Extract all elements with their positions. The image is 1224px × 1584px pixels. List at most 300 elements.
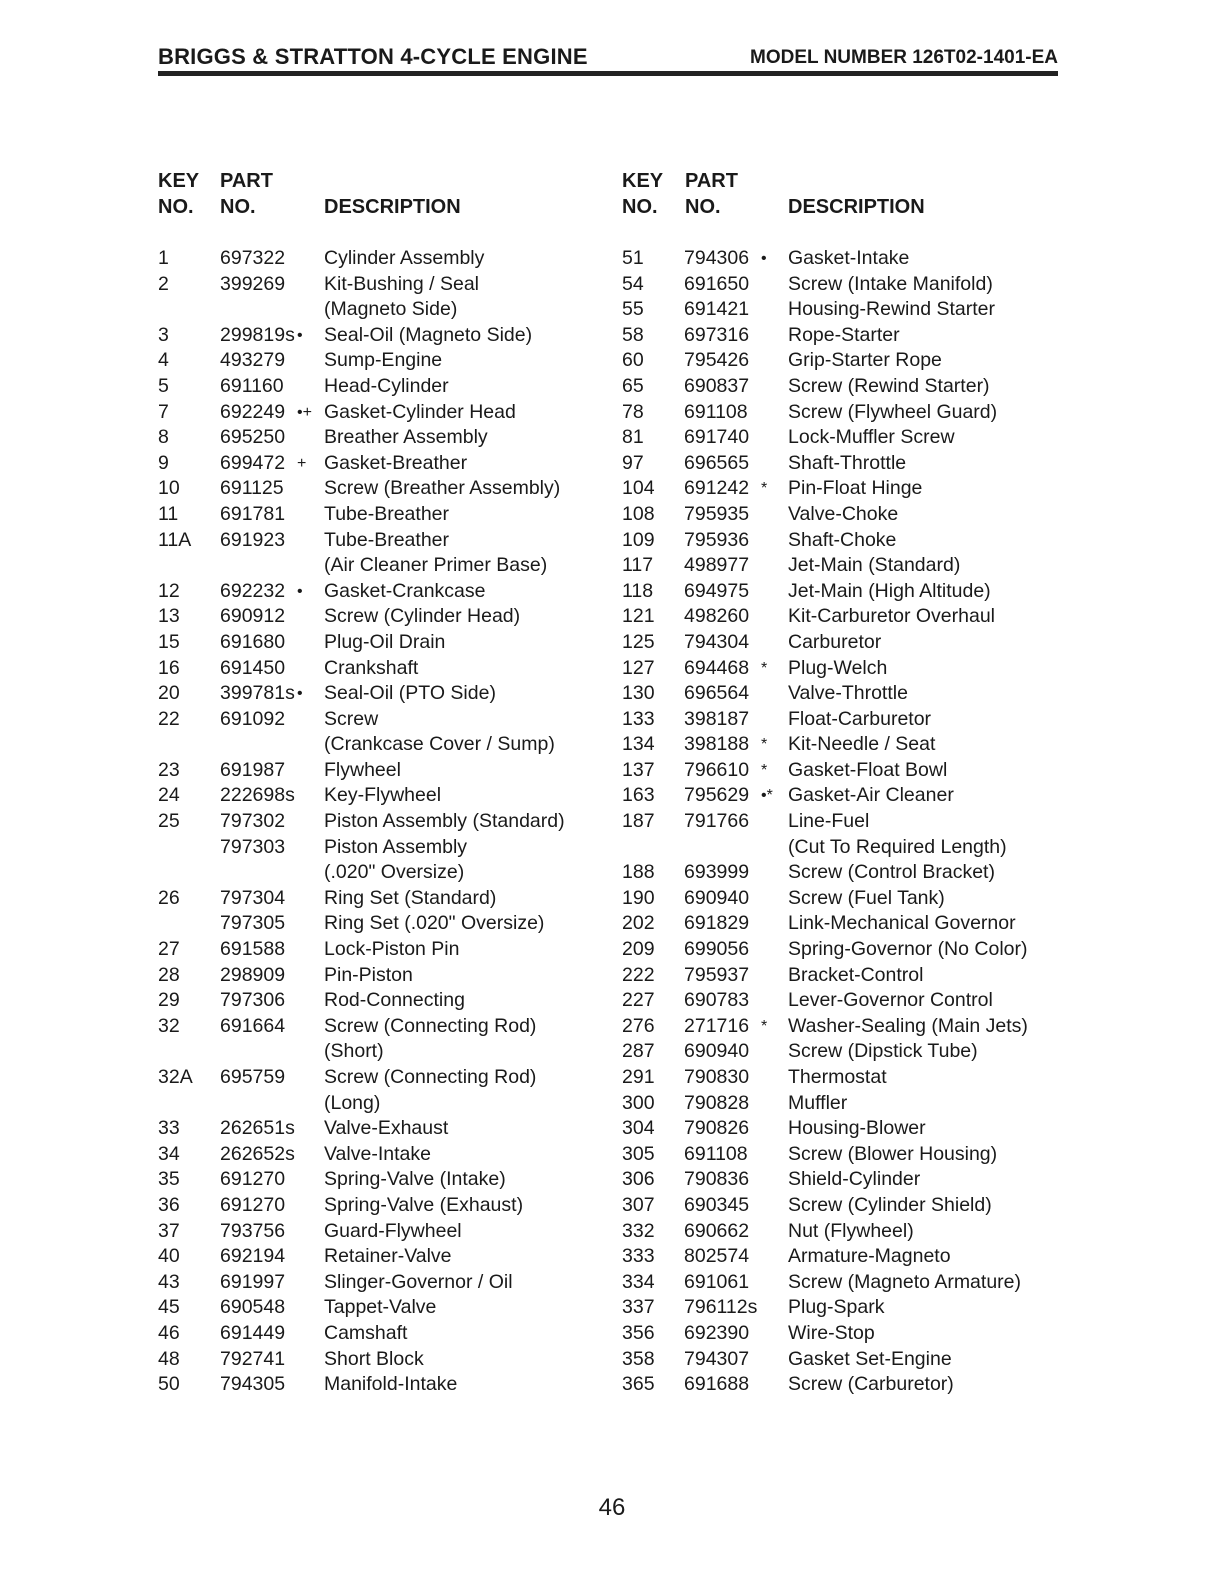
part-number: 794307 xyxy=(684,1347,750,1370)
part-description: Spring-Governor (No Color) xyxy=(788,938,1028,961)
key-number: 11 xyxy=(158,502,179,525)
part-number: 691449 xyxy=(220,1321,286,1344)
part-number: 498260 xyxy=(684,605,750,628)
part-row xyxy=(622,681,1062,707)
part-number: 694468 xyxy=(684,656,750,679)
part-description: Shield-Cylinder xyxy=(788,1168,921,1191)
part-description: Screw (Breather Assembly) xyxy=(324,477,561,500)
part-description: Valve-Throttle xyxy=(788,682,908,705)
part-number: 691688 xyxy=(684,1373,750,1396)
part-number: 696564 xyxy=(684,682,750,705)
part-description: Head-Cylinder xyxy=(324,374,449,397)
part-description: Tappet-Valve xyxy=(324,1296,437,1319)
part-row xyxy=(622,1219,1062,1245)
part-number: 695250 xyxy=(220,426,286,449)
part-mark: * xyxy=(761,761,768,779)
part-number: 691242 xyxy=(684,477,750,500)
part-number: 691450 xyxy=(220,656,286,679)
part-description: Slinger-Governor / Oil xyxy=(324,1270,513,1293)
description-header: DESCRIPTION xyxy=(788,196,925,218)
part-row xyxy=(622,1065,1062,1091)
part-description: Kit-Bushing / Seal xyxy=(324,272,480,295)
key-number: 24 xyxy=(158,784,180,807)
part-description: Thermostat xyxy=(788,1066,887,1088)
part-number: 697322 xyxy=(220,247,286,269)
part-number: 398187 xyxy=(684,707,750,730)
part-row xyxy=(622,348,1062,374)
part-row xyxy=(622,1270,1062,1296)
part-description: Valve-Choke xyxy=(788,502,899,525)
part-description: Screw (Flywheel Guard) xyxy=(788,400,998,423)
part-description: Carburetor xyxy=(788,630,882,653)
key-number: 45 xyxy=(158,1296,180,1319)
part-row xyxy=(158,604,608,630)
part-description: Nut (Flywheel) xyxy=(788,1219,914,1242)
part-description: Bracket-Control xyxy=(788,963,924,986)
part-header-line1: PART xyxy=(220,170,273,192)
part-description: Manifold-Intake xyxy=(324,1373,458,1396)
key-header-line1: KEY xyxy=(158,170,200,192)
key-number: 117 xyxy=(622,554,654,577)
part-number: 691588 xyxy=(220,938,286,961)
key-number: 130 xyxy=(622,682,655,705)
part-row xyxy=(158,323,608,349)
part-description: Tube-Breather xyxy=(324,502,450,525)
part-row xyxy=(622,579,1062,605)
part-number: 690837 xyxy=(684,374,750,397)
part-row xyxy=(622,1039,1062,1065)
part-number: 796610 xyxy=(684,758,750,781)
part-description: Screw (Connecting Rod) xyxy=(324,1014,537,1037)
part-number: 797302 xyxy=(220,810,286,833)
part-row xyxy=(622,272,1062,298)
part-description: Jet-Main (High Altitude) xyxy=(788,579,991,602)
part-number: 690662 xyxy=(684,1219,750,1242)
part-mark: • xyxy=(297,685,303,703)
part-row xyxy=(622,758,1062,784)
part-number: 691160 xyxy=(220,374,284,397)
key-number: 133 xyxy=(622,707,655,730)
part-number: 795629 xyxy=(684,784,750,807)
key-number: 20 xyxy=(158,682,180,705)
page-header xyxy=(158,44,1058,78)
part-number: 794305 xyxy=(220,1373,286,1396)
part-description: Seal-Oil (PTO Side) xyxy=(324,682,496,705)
part-number: 790828 xyxy=(684,1091,750,1114)
part-row xyxy=(622,1244,1062,1270)
part-row xyxy=(158,1091,608,1117)
part-number: 790826 xyxy=(684,1117,750,1140)
part-description: Shaft-Choke xyxy=(788,528,897,551)
key-number: 304 xyxy=(622,1117,655,1140)
part-description: Valve-Exhaust xyxy=(324,1117,449,1140)
part-number: 692249 xyxy=(220,400,286,423)
part-row xyxy=(622,1116,1062,1142)
part-number: 792741 xyxy=(220,1347,286,1370)
key-number: 11A xyxy=(158,528,192,551)
key-number: 15 xyxy=(158,630,180,653)
part-row xyxy=(622,323,1062,349)
part-number: 298909 xyxy=(220,963,286,986)
part-description: Spring-Valve (Exhaust) xyxy=(324,1193,524,1216)
part-row xyxy=(158,1295,608,1321)
part-row xyxy=(158,348,608,374)
part-number: 691923 xyxy=(220,528,286,551)
key-number: 307 xyxy=(622,1193,655,1216)
key-number: 300 xyxy=(622,1091,655,1114)
model-number: MODEL NUMBER 126T02-1401-EA xyxy=(750,47,1058,68)
part-number: 691740 xyxy=(684,426,750,449)
part-description: Camshaft xyxy=(324,1321,408,1344)
parts-list-right xyxy=(622,246,1062,1398)
part-number: 691680 xyxy=(220,630,286,653)
part-row xyxy=(158,681,608,707)
part-number: 795935 xyxy=(684,502,750,525)
part-number: 697316 xyxy=(684,323,750,346)
part-mark: • xyxy=(297,326,303,344)
part-description: Screw (Cylinder Shield) xyxy=(788,1193,992,1216)
key-number: 43 xyxy=(158,1270,180,1293)
part-description: Muffler xyxy=(788,1091,848,1114)
part-row xyxy=(158,707,608,733)
key-number: 7 xyxy=(158,400,169,423)
key-number: 202 xyxy=(622,912,655,935)
part-number: 690940 xyxy=(684,886,750,909)
part-row xyxy=(622,604,1062,630)
part-number: 693999 xyxy=(684,861,750,884)
part-description: Lever-Governor Control xyxy=(788,989,993,1012)
part-row xyxy=(622,451,1062,477)
part-row xyxy=(158,911,608,937)
part-row xyxy=(158,886,608,912)
part-number: 690940 xyxy=(684,1040,750,1063)
key-number: 50 xyxy=(158,1373,180,1396)
part-description: Spring-Valve (Intake) xyxy=(324,1168,506,1191)
part-description: Gasket-Breather xyxy=(324,451,468,474)
part-row xyxy=(622,246,1062,272)
part-description: Breather Assembly xyxy=(324,426,488,449)
key-number: 333 xyxy=(622,1245,655,1268)
part-number: 690783 xyxy=(684,989,750,1012)
key-number: 305 xyxy=(622,1142,655,1165)
part-mark: * xyxy=(761,659,768,677)
part-description: Retainer-Valve xyxy=(324,1245,452,1268)
part-description: (Crankcase Cover / Sump) xyxy=(324,733,555,756)
part-number: 691987 xyxy=(220,758,286,781)
part-row xyxy=(622,937,1062,963)
part-description: Line-Fuel xyxy=(788,810,870,833)
part-description: (Cut To Required Length) xyxy=(788,835,1007,858)
key-number: 32A xyxy=(158,1066,193,1088)
description-header: DESCRIPTION xyxy=(324,196,461,218)
part-number: 796112s xyxy=(684,1296,758,1319)
part-row xyxy=(622,502,1062,528)
part-mark: * xyxy=(761,480,768,498)
part-description: Screw (Intake Manifold) xyxy=(788,272,993,295)
key-number: 26 xyxy=(158,886,180,909)
key-number: 104 xyxy=(622,477,655,500)
part-description: Link-Mechanical Governor xyxy=(788,912,1016,935)
part-row xyxy=(622,1347,1062,1373)
part-number: 271716 xyxy=(684,1014,750,1037)
part-description: Pin-Piston xyxy=(324,963,413,986)
key-header-line2: NO. xyxy=(158,196,194,218)
part-description: Seal-Oil (Magneto Side) xyxy=(324,323,533,346)
part-row xyxy=(158,553,608,579)
part-description: Screw (Dipstick Tube) xyxy=(788,1040,978,1063)
part-row xyxy=(158,1321,608,1347)
part-row xyxy=(158,1270,608,1296)
part-number: 398188 xyxy=(684,733,750,756)
key-number: 29 xyxy=(158,989,180,1012)
part-description: Gasket-Float Bowl xyxy=(788,758,948,781)
part-description: Piston Assembly xyxy=(324,835,468,858)
part-description: Guard-Flywheel xyxy=(324,1219,462,1242)
key-number: 10 xyxy=(158,477,180,500)
part-row xyxy=(622,1091,1062,1117)
key-number: 209 xyxy=(622,938,655,961)
part-description: Short Block xyxy=(324,1347,424,1370)
part-number: 222698s xyxy=(220,784,295,807)
part-number: 691108 xyxy=(684,1142,748,1165)
part-description: Gasket-Intake xyxy=(788,247,910,269)
part-description: (Air Cleaner Primer Base) xyxy=(324,554,548,577)
key-number: 337 xyxy=(622,1296,655,1319)
part-row xyxy=(622,374,1062,400)
part-description: Screw xyxy=(324,707,379,730)
part-row xyxy=(158,809,608,835)
part-row xyxy=(622,656,1062,682)
part-number: 797305 xyxy=(220,912,286,935)
key-number: 32 xyxy=(158,1014,180,1037)
part-number: 797303 xyxy=(220,835,286,858)
part-row xyxy=(158,937,608,963)
key-number: 51 xyxy=(622,247,644,269)
key-number: 36 xyxy=(158,1193,180,1216)
key-number: 58 xyxy=(622,323,644,346)
part-mark: * xyxy=(761,736,768,754)
part-number: 691061 xyxy=(684,1270,750,1293)
part-description: Kit-Carburetor Overhaul xyxy=(788,605,995,628)
key-number: 222 xyxy=(622,963,655,986)
part-mark: + xyxy=(297,454,307,472)
part-number: 692194 xyxy=(220,1245,286,1268)
parts-column-left xyxy=(158,168,608,1396)
key-number: 22 xyxy=(158,707,180,730)
part-description: Ring Set (.020" Oversize) xyxy=(324,912,545,935)
part-row xyxy=(158,425,608,451)
part-row xyxy=(622,476,1062,502)
part-description: Wire-Stop xyxy=(788,1321,875,1344)
column-header-left xyxy=(158,168,608,232)
key-number: 35 xyxy=(158,1168,180,1191)
part-number: 791766 xyxy=(684,810,750,833)
part-row xyxy=(158,835,608,861)
part-description: (Long) xyxy=(324,1091,381,1114)
part-row xyxy=(158,758,608,784)
part-row xyxy=(622,911,1062,937)
part-row xyxy=(158,860,608,886)
part-row xyxy=(158,528,608,554)
part-description: Key-Flywheel xyxy=(324,784,442,807)
part-description: Shaft-Throttle xyxy=(788,451,907,474)
part-description: Screw (Control Bracket) xyxy=(788,861,995,884)
key-number: 125 xyxy=(622,630,655,653)
part-description: Cylinder Assembly xyxy=(324,247,485,269)
part-number: 797306 xyxy=(220,989,286,1012)
part-row xyxy=(622,860,1062,886)
part-number: 691125 xyxy=(220,477,284,500)
part-row xyxy=(158,1039,608,1065)
part-row xyxy=(622,297,1062,323)
part-row xyxy=(158,656,608,682)
part-description: Float-Carburetor xyxy=(788,707,932,730)
part-mark: • xyxy=(297,582,303,600)
key-number: 13 xyxy=(158,605,180,628)
key-number: 109 xyxy=(622,528,655,551)
part-row xyxy=(158,732,608,758)
part-number: 793756 xyxy=(220,1219,286,1242)
key-number: 2 xyxy=(158,272,169,295)
part-description: Plug-Oil Drain xyxy=(324,630,446,653)
key-number: 9 xyxy=(158,451,169,474)
part-row xyxy=(622,886,1062,912)
part-row xyxy=(622,1167,1062,1193)
part-description: Screw (Connecting Rod) xyxy=(324,1066,537,1088)
part-row xyxy=(622,553,1062,579)
key-number: 188 xyxy=(622,861,655,884)
part-description: Pin-Float Hinge xyxy=(788,477,923,500)
key-number: 121 xyxy=(622,605,655,628)
part-number: 790836 xyxy=(684,1168,750,1191)
part-number: 690548 xyxy=(220,1296,286,1319)
key-number: 78 xyxy=(622,400,644,423)
part-number: 695759 xyxy=(220,1066,286,1088)
part-row xyxy=(158,400,608,426)
key-number: 356 xyxy=(622,1321,655,1344)
part-number: 802574 xyxy=(684,1245,750,1268)
header-rule xyxy=(158,71,1058,76)
part-number: 699472 xyxy=(220,451,286,474)
key-header-line2: NO. xyxy=(622,196,658,218)
key-number: 12 xyxy=(158,579,180,602)
key-header-line1: KEY xyxy=(622,170,664,192)
part-mark: •+ xyxy=(297,403,312,421)
part-number: 797304 xyxy=(220,886,286,909)
key-number: 332 xyxy=(622,1219,655,1242)
part-row xyxy=(158,374,608,400)
parts-column-right xyxy=(622,168,1062,1396)
key-number: 127 xyxy=(622,656,655,679)
part-row xyxy=(158,1193,608,1219)
part-row xyxy=(622,963,1062,989)
key-number: 97 xyxy=(622,451,644,474)
part-description: Screw (Rewind Starter) xyxy=(788,374,990,397)
part-row xyxy=(158,1219,608,1245)
key-number: 40 xyxy=(158,1245,180,1268)
key-number: 334 xyxy=(622,1270,655,1293)
part-description: (Short) xyxy=(324,1040,384,1063)
part-mark: •* xyxy=(761,787,773,805)
part-number: 691781 xyxy=(220,502,286,525)
part-row xyxy=(622,732,1062,758)
key-number: 1 xyxy=(158,247,169,269)
key-number: 108 xyxy=(622,502,655,525)
key-number: 137 xyxy=(622,758,655,781)
key-number: 227 xyxy=(622,989,655,1012)
part-row xyxy=(158,1014,608,1040)
part-description: Grip-Starter Rope xyxy=(788,349,942,372)
key-number: 34 xyxy=(158,1142,180,1165)
part-description: Washer-Sealing (Main Jets) xyxy=(788,1014,1028,1037)
part-number: 691829 xyxy=(684,912,750,935)
part-number: 691650 xyxy=(684,272,750,295)
part-description: Screw (Carburetor) xyxy=(788,1373,954,1396)
part-number: 692390 xyxy=(684,1321,750,1344)
part-description: Kit-Needle / Seat xyxy=(788,733,936,756)
part-description: Armature-Magneto xyxy=(788,1245,951,1268)
part-row xyxy=(622,1321,1062,1347)
part-description: Plug-Welch xyxy=(788,656,888,679)
part-number: 795937 xyxy=(684,963,750,986)
part-row xyxy=(158,783,608,809)
part-number: 691270 xyxy=(220,1193,286,1216)
part-row xyxy=(158,297,608,323)
key-number: 187 xyxy=(622,810,655,833)
part-row xyxy=(622,400,1062,426)
part-description: Sump-Engine xyxy=(324,349,443,372)
part-number: 790830 xyxy=(684,1066,750,1088)
part-number: 690912 xyxy=(220,605,286,628)
key-number: 46 xyxy=(158,1321,180,1344)
part-row xyxy=(622,1295,1062,1321)
part-number: 299819s xyxy=(220,323,295,346)
key-number: 48 xyxy=(158,1347,180,1370)
key-number: 8 xyxy=(158,426,169,449)
part-number: 692232 xyxy=(220,579,286,602)
part-description: Lock-Muffler Screw xyxy=(788,426,955,449)
part-row xyxy=(622,1142,1062,1168)
key-number: 65 xyxy=(622,374,644,397)
key-number: 3 xyxy=(158,323,169,346)
key-number: 60 xyxy=(622,349,644,372)
part-description: Screw (Fuel Tank) xyxy=(788,886,945,909)
key-number: 37 xyxy=(158,1219,180,1242)
part-row xyxy=(158,1116,608,1142)
part-row xyxy=(622,1372,1062,1398)
part-number: 691092 xyxy=(220,707,286,730)
part-row xyxy=(158,1065,608,1091)
part-description: (.020" Oversize) xyxy=(324,861,465,884)
part-header-line2: NO. xyxy=(220,196,256,218)
column-header-right xyxy=(622,168,1062,232)
key-number: 134 xyxy=(622,733,655,756)
part-row xyxy=(622,1193,1062,1219)
key-number: 4 xyxy=(158,349,169,372)
part-header-line2: NO. xyxy=(685,196,721,218)
part-number: 794306 xyxy=(684,247,750,269)
engine-title: BRIGGS & STRATTON 4-CYCLE ENGINE xyxy=(158,44,588,69)
key-number: 306 xyxy=(622,1168,655,1191)
part-description: Gasket-Cylinder Head xyxy=(324,400,516,423)
part-number: 694975 xyxy=(684,579,750,602)
part-description: Gasket-Crankcase xyxy=(324,579,486,602)
part-row xyxy=(622,425,1062,451)
key-number: 25 xyxy=(158,810,180,833)
part-number: 691421 xyxy=(684,298,750,321)
key-number: 291 xyxy=(622,1066,655,1088)
part-row xyxy=(158,476,608,502)
